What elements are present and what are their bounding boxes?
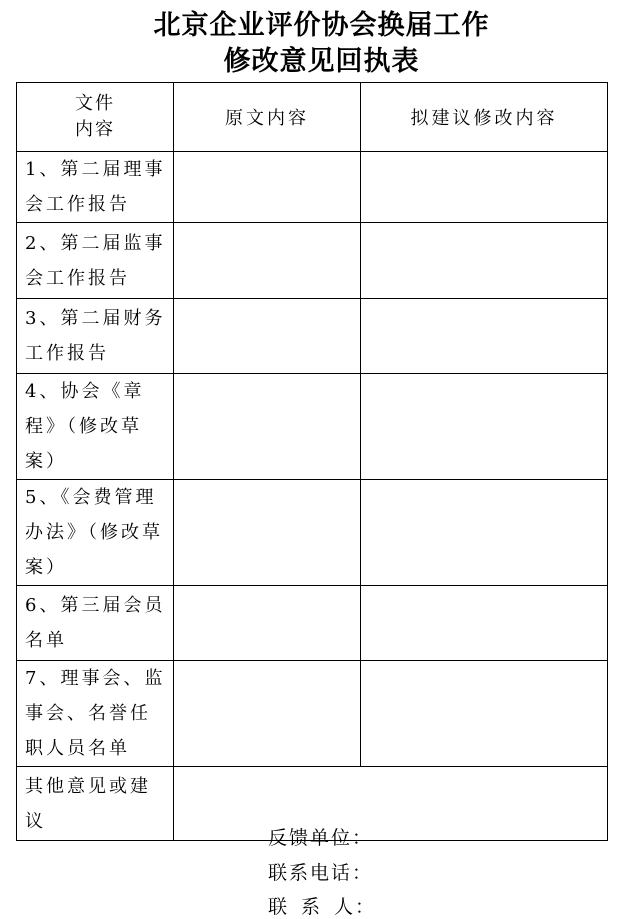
table-row [17, 661, 608, 767]
suggestion-cell[interactable] [361, 223, 608, 299]
original-content-cell[interactable] [174, 152, 361, 223]
table-row [17, 152, 608, 223]
contact-phone-line [268, 861, 373, 885]
original-content-cell[interactable] [174, 299, 361, 374]
suggestion-cell[interactable] [361, 586, 608, 661]
original-content-cell[interactable] [174, 661, 361, 767]
row-label: 3、第二届财务工作报告 [25, 308, 166, 364]
feedback-unit-label: 反馈单位： [268, 827, 374, 849]
table-row [17, 374, 608, 480]
suggestion-cell[interactable] [361, 661, 608, 767]
feedback-table [16, 82, 608, 841]
row-label: 5、《会费管理办法》（修改草案） [25, 487, 163, 578]
original-content-cell[interactable] [174, 223, 361, 299]
header-original-content: 原文内容 [174, 83, 361, 152]
row-label: 1、第二届理事会工作报告 [25, 159, 166, 215]
contact-person-label-a: 联 [268, 896, 302, 918]
contact-person-label-b: 系 [301, 896, 335, 918]
header-document-line1: 文件 [75, 93, 115, 114]
feedback-unit-line [268, 826, 373, 850]
header-suggested-changes: 拟建议修改内容 [361, 83, 608, 152]
table-row [17, 223, 608, 299]
suggestion-cell[interactable] [361, 152, 608, 223]
table-header-row [17, 83, 608, 152]
form-title-line1: 北京企业评价协会换届工作 [153, 10, 490, 41]
header-document-line2: 内容 [75, 119, 115, 140]
table-row [17, 586, 608, 661]
contact-person-line [268, 895, 376, 919]
original-content-cell[interactable] [174, 374, 361, 480]
row-label: 4、协会《章程》（修改草案） [25, 381, 145, 472]
contact-person-label-c: 人： [334, 896, 377, 918]
row-label: 2、第二届监事会工作报告 [25, 232, 166, 289]
original-content-cell[interactable] [174, 586, 361, 661]
suggestion-cell[interactable] [361, 480, 608, 586]
table-row [17, 480, 608, 586]
form-title-line2: 修改意见回执表 [223, 46, 420, 77]
other-label: 其他意见或建议 [25, 775, 151, 832]
row-label: 6、第三届会员名单 [25, 595, 166, 651]
contact-phone-label: 联系电话： [268, 862, 374, 884]
header-document-content [17, 83, 174, 152]
suggestion-cell[interactable] [361, 299, 608, 374]
table-row [17, 299, 608, 374]
original-content-cell[interactable] [174, 480, 361, 586]
suggestion-cell[interactable] [361, 374, 608, 480]
row-label: 7、理事会、监事会、名誉任职人员名单 [25, 668, 166, 759]
other-suggestions-cell[interactable] [174, 767, 608, 841]
